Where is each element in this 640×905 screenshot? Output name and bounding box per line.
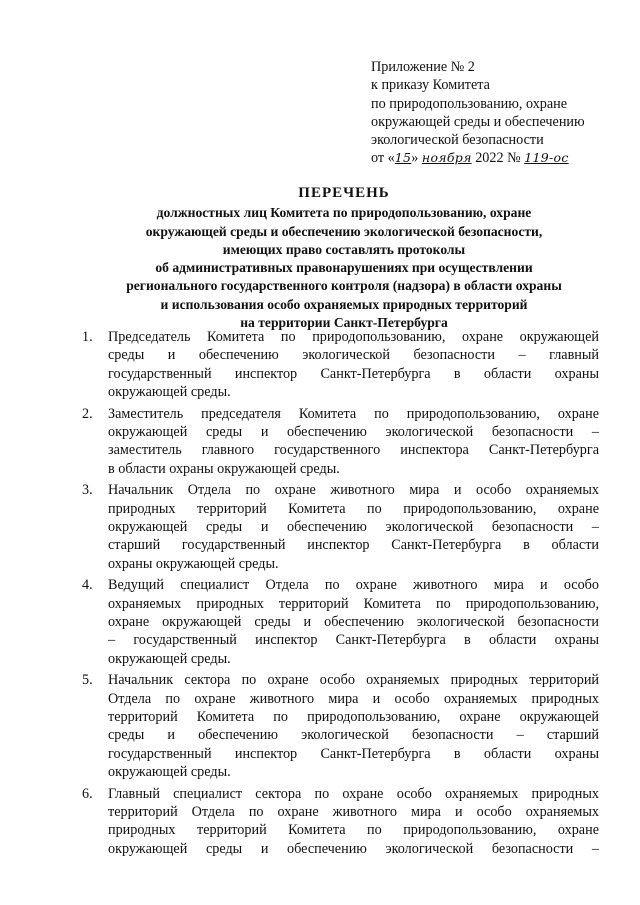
item-line: охраны окружающей среды. bbox=[108, 555, 279, 572]
item-line: окружающей среды. bbox=[108, 650, 231, 667]
item-line: государственный инспектор Санкт-Петербурга в области охраны bbox=[108, 745, 599, 762]
item-line: окружающей среды и обеспечению экологической безопасности – bbox=[108, 518, 599, 535]
heading-line: об административных правонарушениях при осуществлении bbox=[155, 260, 533, 276]
item-line: окружающей среды и обеспечению экологической безопасности – bbox=[108, 840, 599, 857]
item-line: охраняемых природных территорий Комитета по природопользованию, bbox=[108, 595, 599, 612]
item-line: старший государственный инспектор Санкт-Петербурга в области bbox=[108, 537, 599, 554]
appendix-line: к приказу Комитета bbox=[371, 77, 490, 94]
heading-line: имеющих право составлять протоколы bbox=[222, 241, 466, 257]
item-line: Главный специалист сектора по охране особо охраняемых природных bbox=[108, 785, 599, 802]
heading-line: регионального государственного контроля (надзора) в области охраны bbox=[126, 278, 562, 294]
item-line: Отдела по охране животного мира и особо охраняемых природных bbox=[108, 690, 599, 707]
item-line: территорий Комитета по природопользованию, охране окружающей bbox=[108, 708, 599, 725]
item-line: Председатель Комитета по природопользованию, охране окружающей bbox=[108, 329, 599, 345]
date-prefix: от « bbox=[371, 150, 395, 167]
appendix-line: экологической безопасности bbox=[371, 132, 544, 149]
heading-line: окружающей среды и обеспечению экологической безопасности, bbox=[145, 223, 543, 239]
heading-line: на территории Санкт-Петербурга bbox=[240, 315, 448, 331]
item-number: 6. bbox=[82, 785, 93, 802]
item-line: окружающей среды. bbox=[108, 763, 231, 780]
order-date-line bbox=[371, 149, 621, 167]
list-item bbox=[82, 671, 599, 781]
item-line: заместитель главного государственного инспектора Санкт-Петербурга bbox=[108, 442, 599, 459]
appendix-line: Приложение № 2 bbox=[371, 59, 475, 75]
item-number: 2. bbox=[82, 405, 93, 422]
item-line: охране окружающей среды и обеспечению экологической безопасности bbox=[108, 613, 599, 630]
item-number: 3. bbox=[82, 482, 93, 499]
list-item bbox=[82, 328, 599, 401]
date-mid: » bbox=[411, 150, 419, 167]
heading-line: должностных лиц Комитета по природопользованию, охране bbox=[156, 205, 532, 221]
item-line: государственный инспектор Санкт-Петербурга в области охраны bbox=[108, 365, 599, 382]
list-item bbox=[82, 481, 599, 572]
document-heading bbox=[70, 184, 618, 332]
item-line: территорий Отдела по охране животного мира и особо охраняемых bbox=[108, 803, 599, 820]
appendix-line: окружающей среды и обеспечению bbox=[371, 113, 585, 130]
item-number: 4. bbox=[82, 577, 93, 594]
item-line: среды и обеспечению экологической безопасности – главный bbox=[108, 347, 599, 364]
item-line: Начальник сектора по охране особо охраняемых природных территорий bbox=[108, 672, 599, 689]
list-item bbox=[82, 576, 599, 667]
date-year: 2022 № bbox=[475, 150, 521, 167]
item-line: природных территорий Комитета по природопользованию, охране bbox=[108, 822, 599, 839]
item-line: природных территорий Комитета по природопользованию, охране bbox=[108, 500, 599, 517]
list-item bbox=[82, 785, 599, 858]
officials-list bbox=[82, 328, 599, 861]
item-line: окружающей среды и обеспечению экологической безопасности – bbox=[108, 423, 599, 440]
item-line: Ведущий специалист Отдела по охране животного мира и особо bbox=[108, 577, 599, 594]
item-line: окружающей среды. bbox=[108, 383, 231, 400]
item-number: 5. bbox=[82, 672, 93, 689]
item-line: в области охраны окружающей среды. bbox=[108, 460, 340, 477]
list-item bbox=[82, 405, 599, 478]
appendix-block bbox=[371, 58, 621, 168]
handwritten-order-number: 119-ос bbox=[524, 150, 569, 166]
item-line: среды и обеспечению экологической безопасности – старший bbox=[108, 727, 599, 744]
item-line: – государственный инспектор Санкт-Петербурга в области охраны bbox=[108, 632, 599, 649]
handwritten-day: 15 bbox=[394, 150, 412, 166]
page-title: ПЕРЕЧЕНЬ bbox=[298, 185, 390, 201]
handwritten-month: ноября bbox=[421, 150, 472, 166]
item-line: Начальник Отдела по охране животного мира и особо охраняемых bbox=[108, 482, 599, 499]
appendix-line: по природопользованию, охране bbox=[371, 95, 568, 112]
heading-line: и использования особо охраняемых природных территорий bbox=[160, 296, 528, 312]
item-number: 1. bbox=[82, 329, 93, 345]
item-line: Заместитель председателя Комитета по природопользованию, охране bbox=[108, 405, 599, 422]
